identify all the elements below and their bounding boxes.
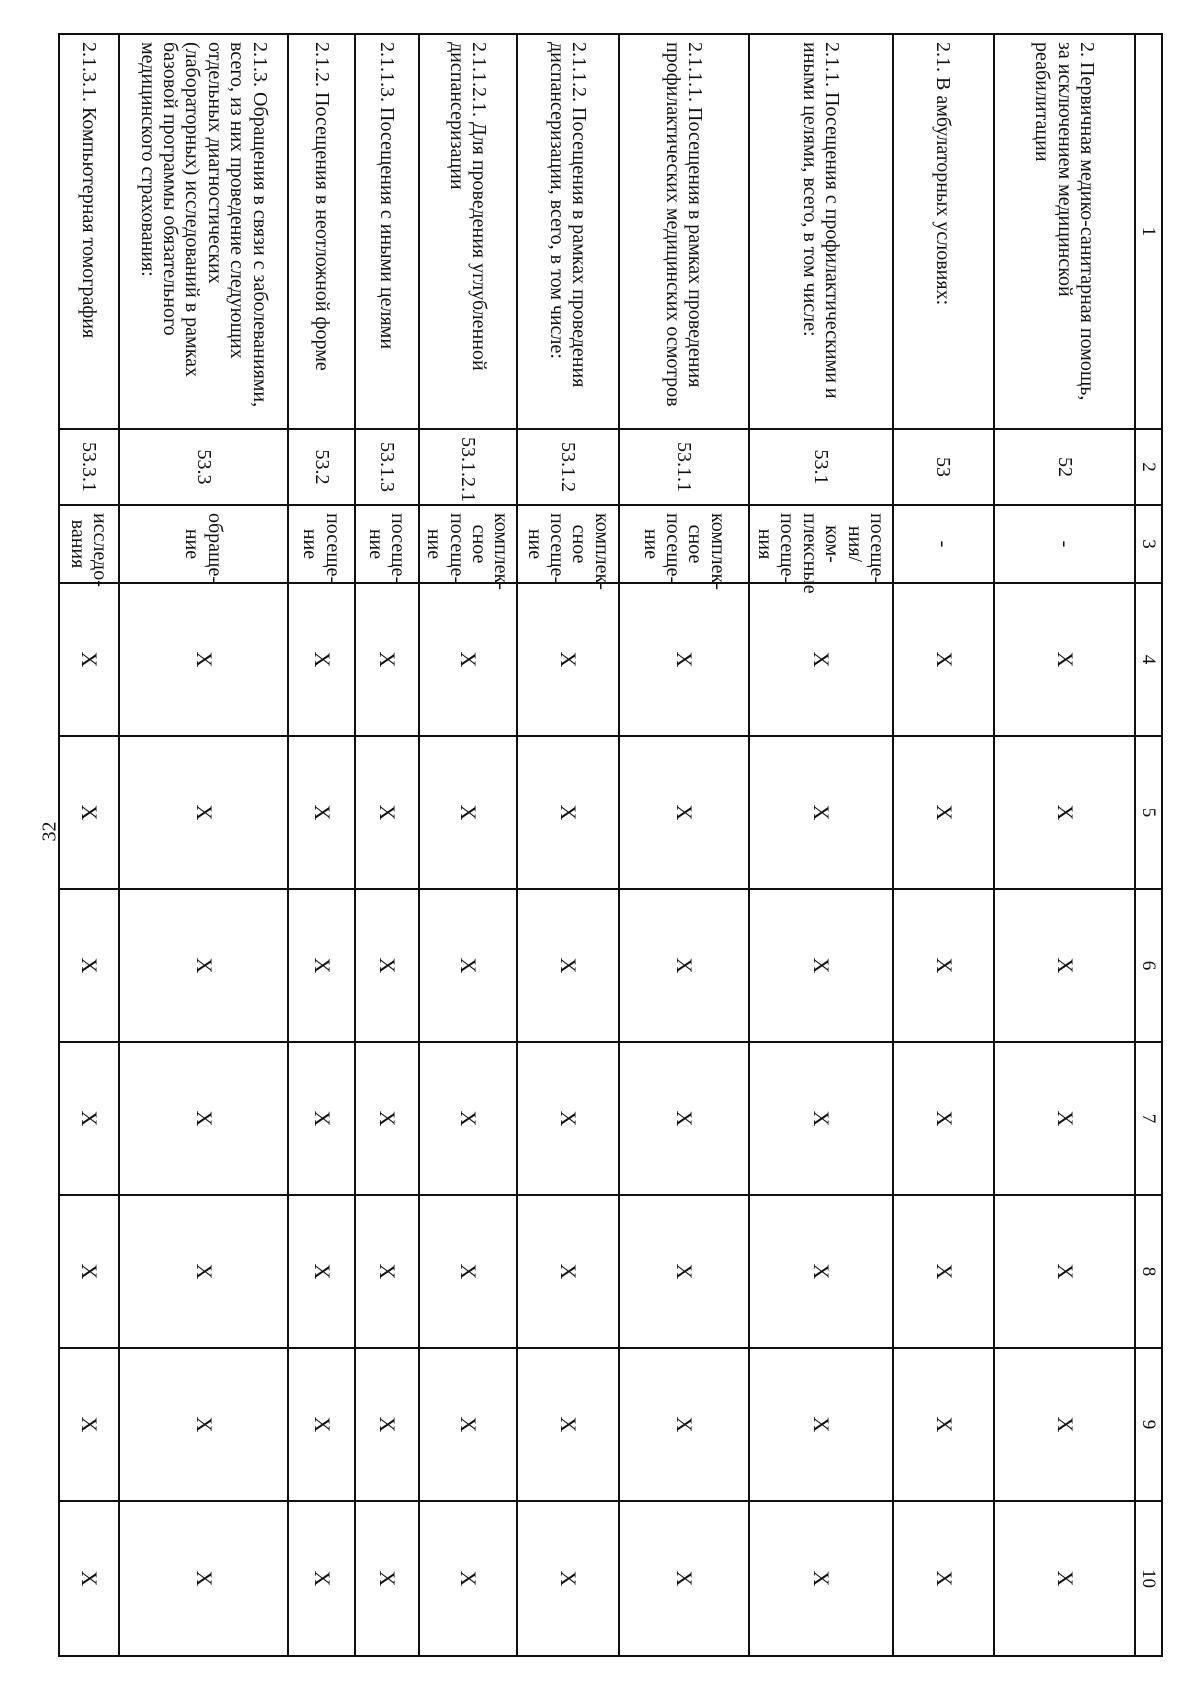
cell-value: X (288, 583, 355, 736)
cell-value: X (619, 1348, 748, 1501)
row-code: 52 (994, 429, 1136, 505)
cell-value: X (355, 1042, 419, 1195)
column-number: 5 (1135, 736, 1162, 889)
cell-value: X (893, 889, 994, 1042)
row-name: 2.1.1. Посещения с профилактическими и иными целями, всего, в том числе: (749, 34, 893, 429)
row-unit: - (994, 505, 1136, 583)
cell-value: X (517, 583, 620, 736)
cell-value: X (288, 1195, 355, 1348)
cell-value: X (288, 889, 355, 1042)
column-number-row (1135, 34, 1162, 1656)
cell-value: X (893, 1501, 994, 1656)
cell-value: X (355, 889, 419, 1042)
cell-value: X (893, 1195, 994, 1348)
cell-value: X (749, 1042, 893, 1195)
cell-value: X (119, 1501, 288, 1656)
table-row (288, 34, 355, 1656)
cell-value: X (355, 1348, 419, 1501)
rotated-page (58, 33, 1163, 1655)
cell-value: X (994, 1348, 1136, 1501)
cell-value: X (619, 1501, 748, 1656)
cell-value: X (517, 736, 620, 889)
cell-value: X (749, 1195, 893, 1348)
cell-value: X (994, 736, 1136, 889)
cell-value: X (619, 583, 748, 736)
table-row (619, 34, 748, 1656)
row-unit: исследо-вания (59, 505, 119, 583)
row-code: 53.1.1 (619, 429, 748, 505)
column-number: 6 (1135, 889, 1162, 1042)
cell-value: X (288, 1348, 355, 1501)
row-name: 2.1.1.3. Посещения с иными целями (355, 34, 419, 429)
cell-value: X (355, 583, 419, 736)
column-number: 10 (1135, 1501, 1162, 1656)
data-table (58, 33, 1163, 1657)
cell-value: X (419, 736, 517, 889)
table-row (749, 34, 893, 1656)
cell-value: X (288, 1501, 355, 1656)
cell-value: X (119, 736, 288, 889)
column-number: 7 (1135, 1042, 1162, 1195)
cell-value: X (119, 1348, 288, 1501)
cell-value: X (119, 583, 288, 736)
row-unit: посеще-ние (355, 505, 419, 583)
row-name: 2.1.1.2.1. Для проведения углубленной диспансеризации (419, 34, 517, 429)
table-row (517, 34, 620, 1656)
cell-value: X (893, 1042, 994, 1195)
table-row (119, 34, 288, 1656)
column-number: 2 (1135, 429, 1162, 505)
cell-value: X (994, 583, 1136, 736)
cell-value: X (749, 736, 893, 889)
row-unit: - (893, 505, 994, 583)
table-row (419, 34, 517, 1656)
row-code: 53 (893, 429, 994, 505)
row-name: 2.1.2. Посещения в неотложной форме (288, 34, 355, 429)
cell-value: X (749, 1348, 893, 1501)
row-code: 53.1 (749, 429, 893, 505)
cell-value: X (355, 1195, 419, 1348)
row-unit: обраще-ние (119, 505, 288, 583)
cell-value: X (749, 1501, 893, 1656)
cell-value: X (749, 889, 893, 1042)
cell-value: X (355, 1501, 419, 1656)
cell-value: X (419, 1195, 517, 1348)
cell-value: X (893, 736, 994, 889)
row-unit: комплек-сное посеще-ние (419, 505, 517, 583)
row-unit: комплек-сное посеще-ние (517, 505, 620, 583)
table-row (59, 34, 119, 1656)
cell-value: X (288, 736, 355, 889)
column-number: 1 (1135, 34, 1162, 429)
row-unit: посеще-ния/ком-плексные посеще-ния (749, 505, 893, 583)
row-name: 2.1.1.2. Посещения в рамках проведения диспансеризации, всего, в том числе: (517, 34, 620, 429)
row-code: 53.1.3 (355, 429, 419, 505)
table-row (355, 34, 419, 1656)
row-name: 2.1.1.1. Посещения в рамках проведения профилактических медицинских осмотров (619, 34, 748, 429)
column-number: 4 (1135, 583, 1162, 736)
cell-value: X (517, 1195, 620, 1348)
cell-value: X (749, 583, 893, 736)
cell-value: X (419, 583, 517, 736)
row-code: 53.1.2.1 (419, 429, 517, 505)
cell-value: X (419, 889, 517, 1042)
cell-value: X (288, 1042, 355, 1195)
cell-value: X (59, 736, 119, 889)
column-number: 3 (1135, 505, 1162, 583)
row-unit: посеще-ние (288, 505, 355, 583)
cell-value: X (419, 1348, 517, 1501)
cell-value: X (619, 889, 748, 1042)
page-number: 32 (38, 821, 61, 842)
column-number: 8 (1135, 1195, 1162, 1348)
table-row (994, 34, 1136, 1656)
cell-value: X (517, 1042, 620, 1195)
cell-value: X (893, 1348, 994, 1501)
cell-value: X (619, 1042, 748, 1195)
cell-value: X (355, 736, 419, 889)
table-row (893, 34, 994, 1656)
cell-value: X (59, 1501, 119, 1656)
cell-value: X (517, 1348, 620, 1501)
row-unit: комплек-сное посеще-ние (619, 505, 748, 583)
cell-value: X (994, 1501, 1136, 1656)
cell-value: X (517, 889, 620, 1042)
cell-value: X (419, 1042, 517, 1195)
cell-value: X (119, 889, 288, 1042)
row-code: 53.3 (119, 429, 288, 505)
cell-value: X (119, 1042, 288, 1195)
column-number: 9 (1135, 1348, 1162, 1501)
row-name: 2.1.3. Обращения в связи с заболеваниями, всего, из них проведение следующих отдельных диагностических (лабораторных) исследований в рамках базовой программы обязательного медицинского страхования: (119, 34, 288, 429)
row-code: 53.3.1 (59, 429, 119, 505)
cell-value: X (59, 1195, 119, 1348)
cell-value: X (893, 583, 994, 736)
row-code: 53.1.2 (517, 429, 620, 505)
cell-value: X (994, 1195, 1136, 1348)
row-code: 53.2 (288, 429, 355, 505)
row-name: 2.1. В амбулаторных условиях: (893, 34, 994, 429)
row-name: 2.1.3.1. Компьютерная томография (59, 34, 119, 429)
cell-value: X (59, 889, 119, 1042)
row-name: 2. Первичная медико-санитарная помощь, за исключением медицинской реабилитации (994, 34, 1136, 429)
cell-value: X (619, 736, 748, 889)
cell-value: X (619, 1195, 748, 1348)
cell-value: X (994, 1042, 1136, 1195)
cell-value: X (994, 889, 1136, 1042)
cell-value: X (59, 1042, 119, 1195)
cell-value: X (59, 583, 119, 736)
cell-value: X (517, 1501, 620, 1656)
cell-value: X (419, 1501, 517, 1656)
cell-value: X (59, 1348, 119, 1501)
cell-value: X (119, 1195, 288, 1348)
